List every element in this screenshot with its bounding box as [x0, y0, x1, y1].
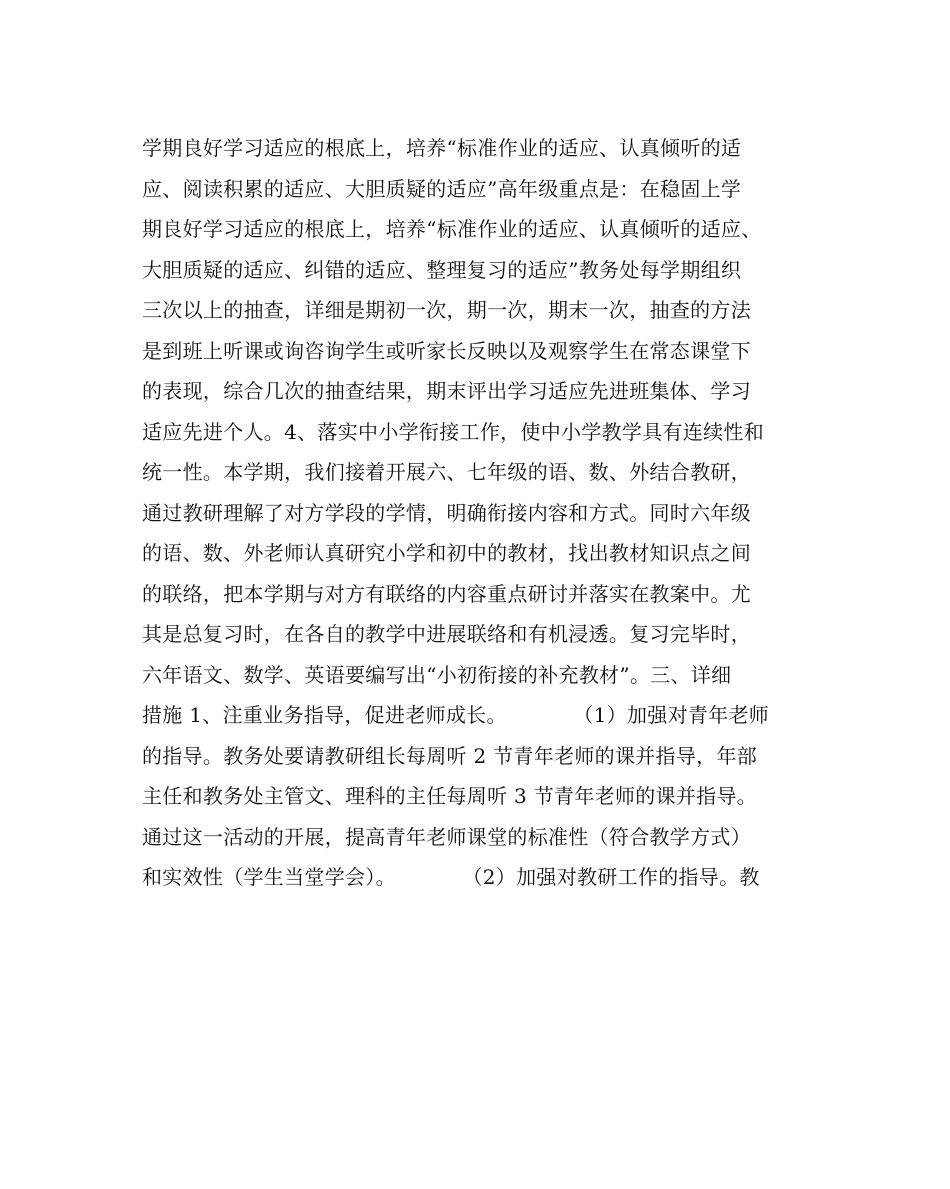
text-line: 是到班上听课或询咨询学生或听家长反映以及观察学生在常态课堂下 [142, 338, 751, 363]
text-line: 适应先进个人。4、落实中小学衔接工作，使中小学教学具有连续性和 [142, 419, 765, 444]
text-line: 的表现，综合几次的抽查结果，期末评出学习适应先进班集体、学习 [142, 379, 751, 403]
text-line: 期良好学习适应的根底上，培养“标准作业的适应、认真倾听的适应、 [142, 217, 762, 241]
text-line: 学期良好学习适应的根底上，培养“标准作业的适应、认真倾听的适 [142, 136, 742, 160]
text-line: 措施 1、注重业务指导，促进老师成长。 （1）加强对青年老师 [142, 703, 770, 727]
text-line: 三次以上的抽查，详细是期初一次，期一次，期末一次，抽查的方法 [142, 298, 751, 322]
text-line: 通过教研理解了对方学段的学情，明确衔接内容和方式。同时六年级 [142, 500, 751, 525]
text-line: 六年语文、数学、英语要编写出“小初衔接的补充教材”。三、详细 [142, 662, 732, 687]
text-line: 其是总复习时，在各自的教学中进展联络和有机浸透。复习完毕时， [142, 622, 751, 646]
text-line: 大胆质疑的适应、纠错的适应、整理复习的适应”教务处每学期组织 [142, 257, 742, 282]
text-line: 的指导。教务处要请教研组长每周听 2 节青年老师的课并指导，年部 [142, 743, 758, 768]
text-line: 和实效性（学生当堂学会）。 （2）加强对教研工作的指导。教 [142, 865, 760, 889]
text-line: 主任和教务处主管文、理科的主任每周听 3 节青年老师的课并指导。 [142, 784, 758, 808]
text-line: 通过这一活动的开展，提高青年老师课堂的标准性（符合教学方式） [142, 824, 751, 849]
body-text [142, 128, 822, 898]
text-line: 应、阅读积累的适应、大胆质疑的适应”高年级重点是：在稳固上学 [142, 176, 742, 201]
text-line: 的语、数、外老师认真研究小学和初中的教材，找出教材知识点之间 [142, 541, 751, 565]
text-line: 统一性。本学期，我们接着开展六、七年级的语、数、外结合教研， [142, 460, 751, 484]
text-line: 的联络，把本学期与对方有联络的内容重点研讨并落实在教案中。尤 [142, 581, 751, 606]
